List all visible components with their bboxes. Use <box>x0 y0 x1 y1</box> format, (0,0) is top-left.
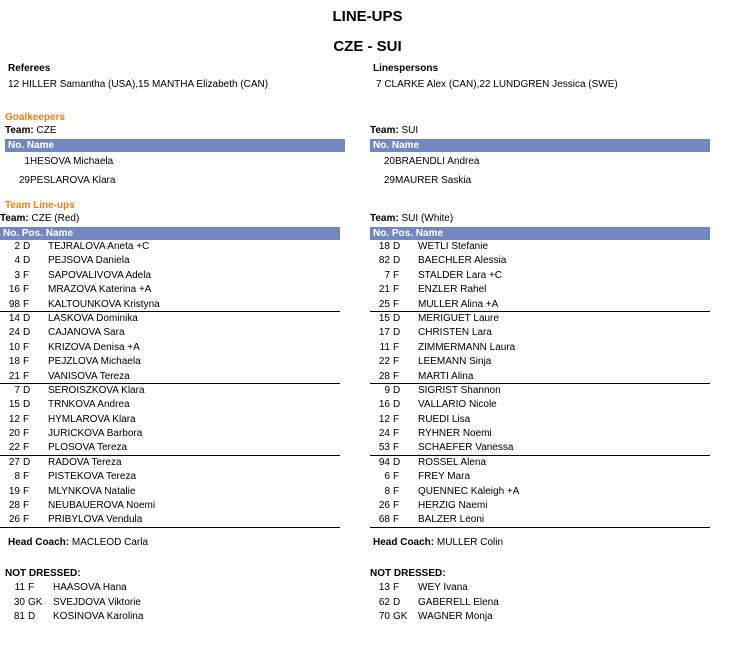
away-not-dressed-list <box>370 581 710 625</box>
player-name: ENZLER Rahel <box>418 284 487 296</box>
player-row <box>0 456 340 470</box>
player-name: PEJZLOVA Michaela <box>48 356 141 368</box>
not-dressed-name: SVEJDOVA Viktorie <box>53 596 141 608</box>
player-number: 15 <box>378 312 390 324</box>
player-name: MLYNKOVA Natalie <box>48 485 136 497</box>
player-name: JURICKOVA Barbora <box>48 428 143 440</box>
document-title: LINE-UPS <box>332 8 403 25</box>
goalkeeper-name: MAURER Saskia <box>395 175 472 186</box>
not-dressed-name: WAGNER Monja <box>418 611 493 622</box>
player-name: CHRISTEN Lara <box>418 327 492 339</box>
player-row <box>0 398 340 412</box>
player-name: ROSSEL Alena <box>418 456 487 468</box>
away-gk-header: No. Name <box>370 139 710 152</box>
player-position: F <box>393 442 400 454</box>
player-row <box>370 470 710 484</box>
not-dressed-position: GK <box>393 611 408 622</box>
player-name: SCHAEFER Vanessa <box>418 442 514 454</box>
player-position: D <box>23 384 31 396</box>
player-name: PISTEKOVA Tereza <box>48 471 137 483</box>
home-gk-team-line <box>5 125 345 139</box>
player-row <box>0 513 340 527</box>
home-gk-list <box>5 152 345 190</box>
player-position: F <box>23 442 30 454</box>
player-name: SEROISZKOVA Klara <box>48 384 145 396</box>
player-number: 68 <box>378 514 390 526</box>
not-dressed-number: 11 <box>14 582 25 593</box>
head-coach-label: Head Coach: <box>373 537 435 548</box>
player-name: VANISOVA Tereza <box>48 370 130 382</box>
player-number: 19 <box>8 485 20 497</box>
player-row <box>0 384 340 398</box>
not-dressed-number: 62 <box>378 596 390 608</box>
team-label: Team: <box>370 125 399 136</box>
team-label: Team: <box>5 125 34 136</box>
player-name: STALDER Lara +C <box>418 269 503 281</box>
player-name: BAECHLER Alessia <box>418 255 507 267</box>
player-number: 22 <box>378 356 390 368</box>
player-name: KRIZOVA Denisa +A <box>48 341 140 353</box>
player-row <box>0 441 340 455</box>
player-name: QUENNEC Kaleigh +A <box>418 485 520 497</box>
lineups-section-title: Team Line-ups <box>5 200 75 211</box>
player-number: 21 <box>378 284 390 296</box>
player-number: 3 <box>14 269 20 281</box>
player-position: F <box>23 269 30 281</box>
player-position: D <box>23 456 31 468</box>
player-row <box>370 312 710 326</box>
player-row <box>0 413 340 427</box>
away-head-coach-name: MULLER Colin <box>436 537 504 548</box>
player-position: D <box>23 399 31 411</box>
player-number: 16 <box>8 284 20 296</box>
player-row <box>370 341 710 355</box>
player-name: PRIBYLOVA Vendula <box>48 514 143 526</box>
not-dressed-position: D <box>393 596 401 608</box>
player-row <box>370 456 710 470</box>
player-position: F <box>23 428 30 440</box>
player-position: F <box>23 341 30 353</box>
player-number: 24 <box>378 428 390 440</box>
player-name: RUEDI Lisa <box>418 413 471 425</box>
not-dressed-row <box>5 581 345 596</box>
match-title: CZE - SUI <box>333 38 402 55</box>
player-name: TEJRALOVA Aneta +C <box>48 241 150 252</box>
player-position: D <box>393 312 401 324</box>
player-name: RYHNER Noemi <box>418 428 492 440</box>
player-position: F <box>393 428 400 440</box>
player-position: F <box>23 370 30 382</box>
player-position: D <box>393 241 401 252</box>
player-number: 25 <box>378 298 390 310</box>
not-dressed-row <box>5 596 345 611</box>
team-label: Team: <box>370 213 399 224</box>
player-row <box>0 312 340 326</box>
player-row <box>0 298 340 312</box>
player-position: F <box>23 514 30 526</box>
not-dressed-row <box>5 610 345 625</box>
player-name: TRNKOVA Andrea <box>48 399 130 411</box>
referees-label: Referees <box>8 63 51 74</box>
player-position: F <box>23 413 30 425</box>
goalkeeper-number: 29 <box>18 175 30 186</box>
not-dressed-number: 13 <box>378 582 390 593</box>
player-row <box>0 370 340 384</box>
player-name: VALLARIO Nicole <box>418 399 497 411</box>
not-dressed-name: HAASOVA Hana <box>53 582 127 593</box>
not-dressed-number: 30 <box>13 596 25 608</box>
player-position: F <box>23 485 30 497</box>
home-lineup-block <box>0 213 340 528</box>
player-row <box>0 269 340 283</box>
player-position: F <box>393 514 400 526</box>
player-number: 53 <box>378 442 390 454</box>
player-position: F <box>393 356 400 368</box>
player-row <box>0 254 340 268</box>
not-dressed-row <box>370 581 710 596</box>
not-dressed-name: WEY Ivana <box>418 582 468 593</box>
away-team-colored: SUI (White) <box>401 213 454 224</box>
player-name: FREY Mara <box>418 471 471 483</box>
player-name: CAJANOVA Sara <box>48 327 125 339</box>
home-lineup-team-line <box>0 213 340 227</box>
player-position: D <box>23 241 31 252</box>
player-position: D <box>393 255 401 267</box>
player-position: F <box>393 284 400 296</box>
referees-value: 12 HILLER Samantha (USA),15 MANTHA Elizabeth (CAN) <box>8 79 269 90</box>
player-position: F <box>393 471 400 483</box>
player-position: F <box>23 500 30 512</box>
home-goalkeepers-block <box>5 125 345 190</box>
player-name: LEEMANN Sinja <box>418 356 492 368</box>
linespersons-value: 7 CLARKE Alex (CAN),22 LUNDGREN Jessica (SWE) <box>376 79 618 90</box>
player-number: 7 <box>14 384 20 396</box>
player-number: 22 <box>8 442 20 454</box>
player-row <box>370 513 710 527</box>
goalkeeper-name: PESLAROVA Klara <box>30 175 116 186</box>
player-row <box>0 427 340 441</box>
player-row <box>370 269 710 283</box>
not-dressed-position: D <box>28 611 36 622</box>
player-row <box>370 254 710 268</box>
player-number: 82 <box>378 255 390 267</box>
player-number: 10 <box>8 341 20 353</box>
away-head-coach <box>373 537 503 548</box>
player-row <box>370 499 710 513</box>
not-dressed-position: F <box>393 582 400 593</box>
player-number: 15 <box>8 399 20 411</box>
player-row <box>370 384 710 398</box>
player-number: 9 <box>384 384 390 396</box>
away-gk-team-line <box>370 125 710 139</box>
not-dressed-name: KOSINOVA Karolina <box>53 611 144 622</box>
player-number: 26 <box>378 500 390 512</box>
player-row <box>370 441 710 455</box>
not-dressed-row <box>370 610 710 625</box>
player-name: HYMLAROVA Klara <box>48 413 136 425</box>
goalkeeper-row <box>370 152 710 171</box>
player-name: BALZER Leoni <box>418 514 485 526</box>
goalkeeper-row <box>370 171 710 190</box>
home-team-name: CZE <box>36 125 57 136</box>
player-position: F <box>393 269 400 281</box>
player-number: 8 <box>384 485 390 497</box>
player-number: 12 <box>8 413 20 425</box>
home-gk-header: No. Name <box>5 139 345 152</box>
player-position: D <box>23 255 31 267</box>
goalkeeper-name: BRAENDLI Andrea <box>395 156 480 167</box>
goalkeeper-row <box>5 152 345 171</box>
goalkeeper-row <box>5 171 345 190</box>
player-number: 94 <box>378 456 390 468</box>
player-position: F <box>393 485 400 497</box>
player-number: 14 <box>8 312 20 324</box>
player-position: D <box>393 327 401 339</box>
player-position: F <box>393 341 400 353</box>
player-number: 24 <box>8 327 20 339</box>
team-label: Team: <box>0 213 29 224</box>
player-number: 26 <box>8 514 20 526</box>
player-number: 20 <box>8 428 20 440</box>
player-number: 4 <box>14 255 20 267</box>
away-players-list <box>370 240 710 528</box>
player-position: D <box>393 399 401 411</box>
player-number: 6 <box>384 471 390 483</box>
player-name: SAPOVALIVOVA Adela <box>48 269 152 281</box>
player-name: ZIMMERMANN Laura <box>418 341 516 353</box>
player-number: 28 <box>8 500 20 512</box>
player-name: MERIGUET Laure <box>418 312 499 324</box>
player-number: 18 <box>378 241 390 252</box>
player-row <box>0 240 340 254</box>
player-number: 2 <box>14 241 20 252</box>
player-name: HERZIG Naemi <box>418 500 488 512</box>
player-number: 27 <box>8 456 20 468</box>
player-row <box>370 398 710 412</box>
player-number: 98 <box>8 298 20 310</box>
not-dressed-position: GK <box>28 596 43 608</box>
player-name: PLOSOVA Tereza <box>48 442 128 454</box>
home-head-coach-name: MACLEOD Carla <box>71 537 149 548</box>
away-lineup-header: No. Pos. Name <box>370 227 710 240</box>
player-row <box>370 283 710 297</box>
player-position: D <box>393 456 401 468</box>
away-gk-list <box>370 152 710 190</box>
player-row <box>0 355 340 369</box>
home-head-coach <box>8 537 148 548</box>
player-name: LASKOVA Dominika <box>48 312 138 324</box>
player-position: F <box>393 298 400 310</box>
player-row <box>370 298 710 312</box>
player-position: D <box>393 384 401 396</box>
away-goalkeepers-block <box>370 125 710 190</box>
player-name: MRAZOVA Katerina +A <box>48 284 152 296</box>
goalkeeper-number: 29 <box>383 175 395 186</box>
player-name: NEUBAUEROVA Noemi <box>48 500 156 512</box>
player-name: WETLI Stefanie <box>418 241 489 252</box>
player-row <box>0 499 340 513</box>
goalkeeper-number: 1 <box>24 156 30 167</box>
player-number: 17 <box>378 327 390 339</box>
player-name: MARTI Alina <box>418 370 474 382</box>
away-lineup-block <box>370 213 710 528</box>
player-number: 16 <box>378 399 390 411</box>
player-row <box>370 427 710 441</box>
player-row <box>370 355 710 369</box>
goalkeepers-section-title: Goalkeepers <box>5 112 66 123</box>
player-number: 21 <box>8 370 20 382</box>
home-not-dressed-list <box>5 581 345 625</box>
linespersons-label: Linespersons <box>373 63 439 74</box>
not-dressed-number: 70 <box>378 611 390 622</box>
player-position: F <box>393 413 400 425</box>
player-number: 18 <box>8 356 20 368</box>
player-row <box>0 485 340 499</box>
player-number: 8 <box>14 471 20 483</box>
player-position: D <box>23 327 31 339</box>
home-players-list <box>0 240 340 528</box>
away-team-name: SUI <box>401 125 419 136</box>
player-name: SIGRIST Shannon <box>418 384 501 396</box>
not-dressed-name: GABERELL Elena <box>418 596 499 608</box>
goalkeeper-name: HESOVA Michaela <box>30 156 114 167</box>
player-position: F <box>23 284 30 296</box>
home-team-colored: CZE (Red) <box>31 213 80 224</box>
player-number: 7 <box>384 269 390 281</box>
not-dressed-position: F <box>28 582 35 593</box>
player-position: F <box>393 370 400 382</box>
player-row <box>370 240 710 254</box>
player-row <box>370 370 710 384</box>
player-position: F <box>393 500 400 512</box>
not-dressed-number: 81 <box>13 611 25 622</box>
player-number: 28 <box>378 370 390 382</box>
player-name: MULLER Alina +A <box>418 298 499 310</box>
player-row <box>0 283 340 297</box>
home-lineup-header: No. Pos. Name <box>0 227 340 240</box>
player-position: F <box>23 356 30 368</box>
player-number: 11 <box>379 341 390 353</box>
away-lineup-team-line <box>370 213 710 227</box>
goalkeeper-number: 20 <box>383 156 395 167</box>
player-position: D <box>23 312 31 324</box>
player-row <box>370 326 710 340</box>
player-row <box>0 326 340 340</box>
player-row <box>0 341 340 355</box>
player-number: 12 <box>378 413 390 425</box>
head-coach-label: Head Coach: <box>8 537 70 548</box>
home-not-dressed-label: NOT DRESSED: <box>5 568 81 579</box>
player-position: F <box>23 298 30 310</box>
player-name: RADOVA Tereza <box>48 456 122 468</box>
player-name: KALTOUNKOVA Kristyna <box>48 298 160 310</box>
player-row <box>370 413 710 427</box>
away-not-dressed-label: NOT DRESSED: <box>370 568 446 579</box>
not-dressed-row <box>370 596 710 611</box>
player-row <box>0 470 340 484</box>
player-name: PEJSOVA Daniela <box>48 255 130 267</box>
player-position: F <box>23 471 30 483</box>
player-row <box>370 485 710 499</box>
